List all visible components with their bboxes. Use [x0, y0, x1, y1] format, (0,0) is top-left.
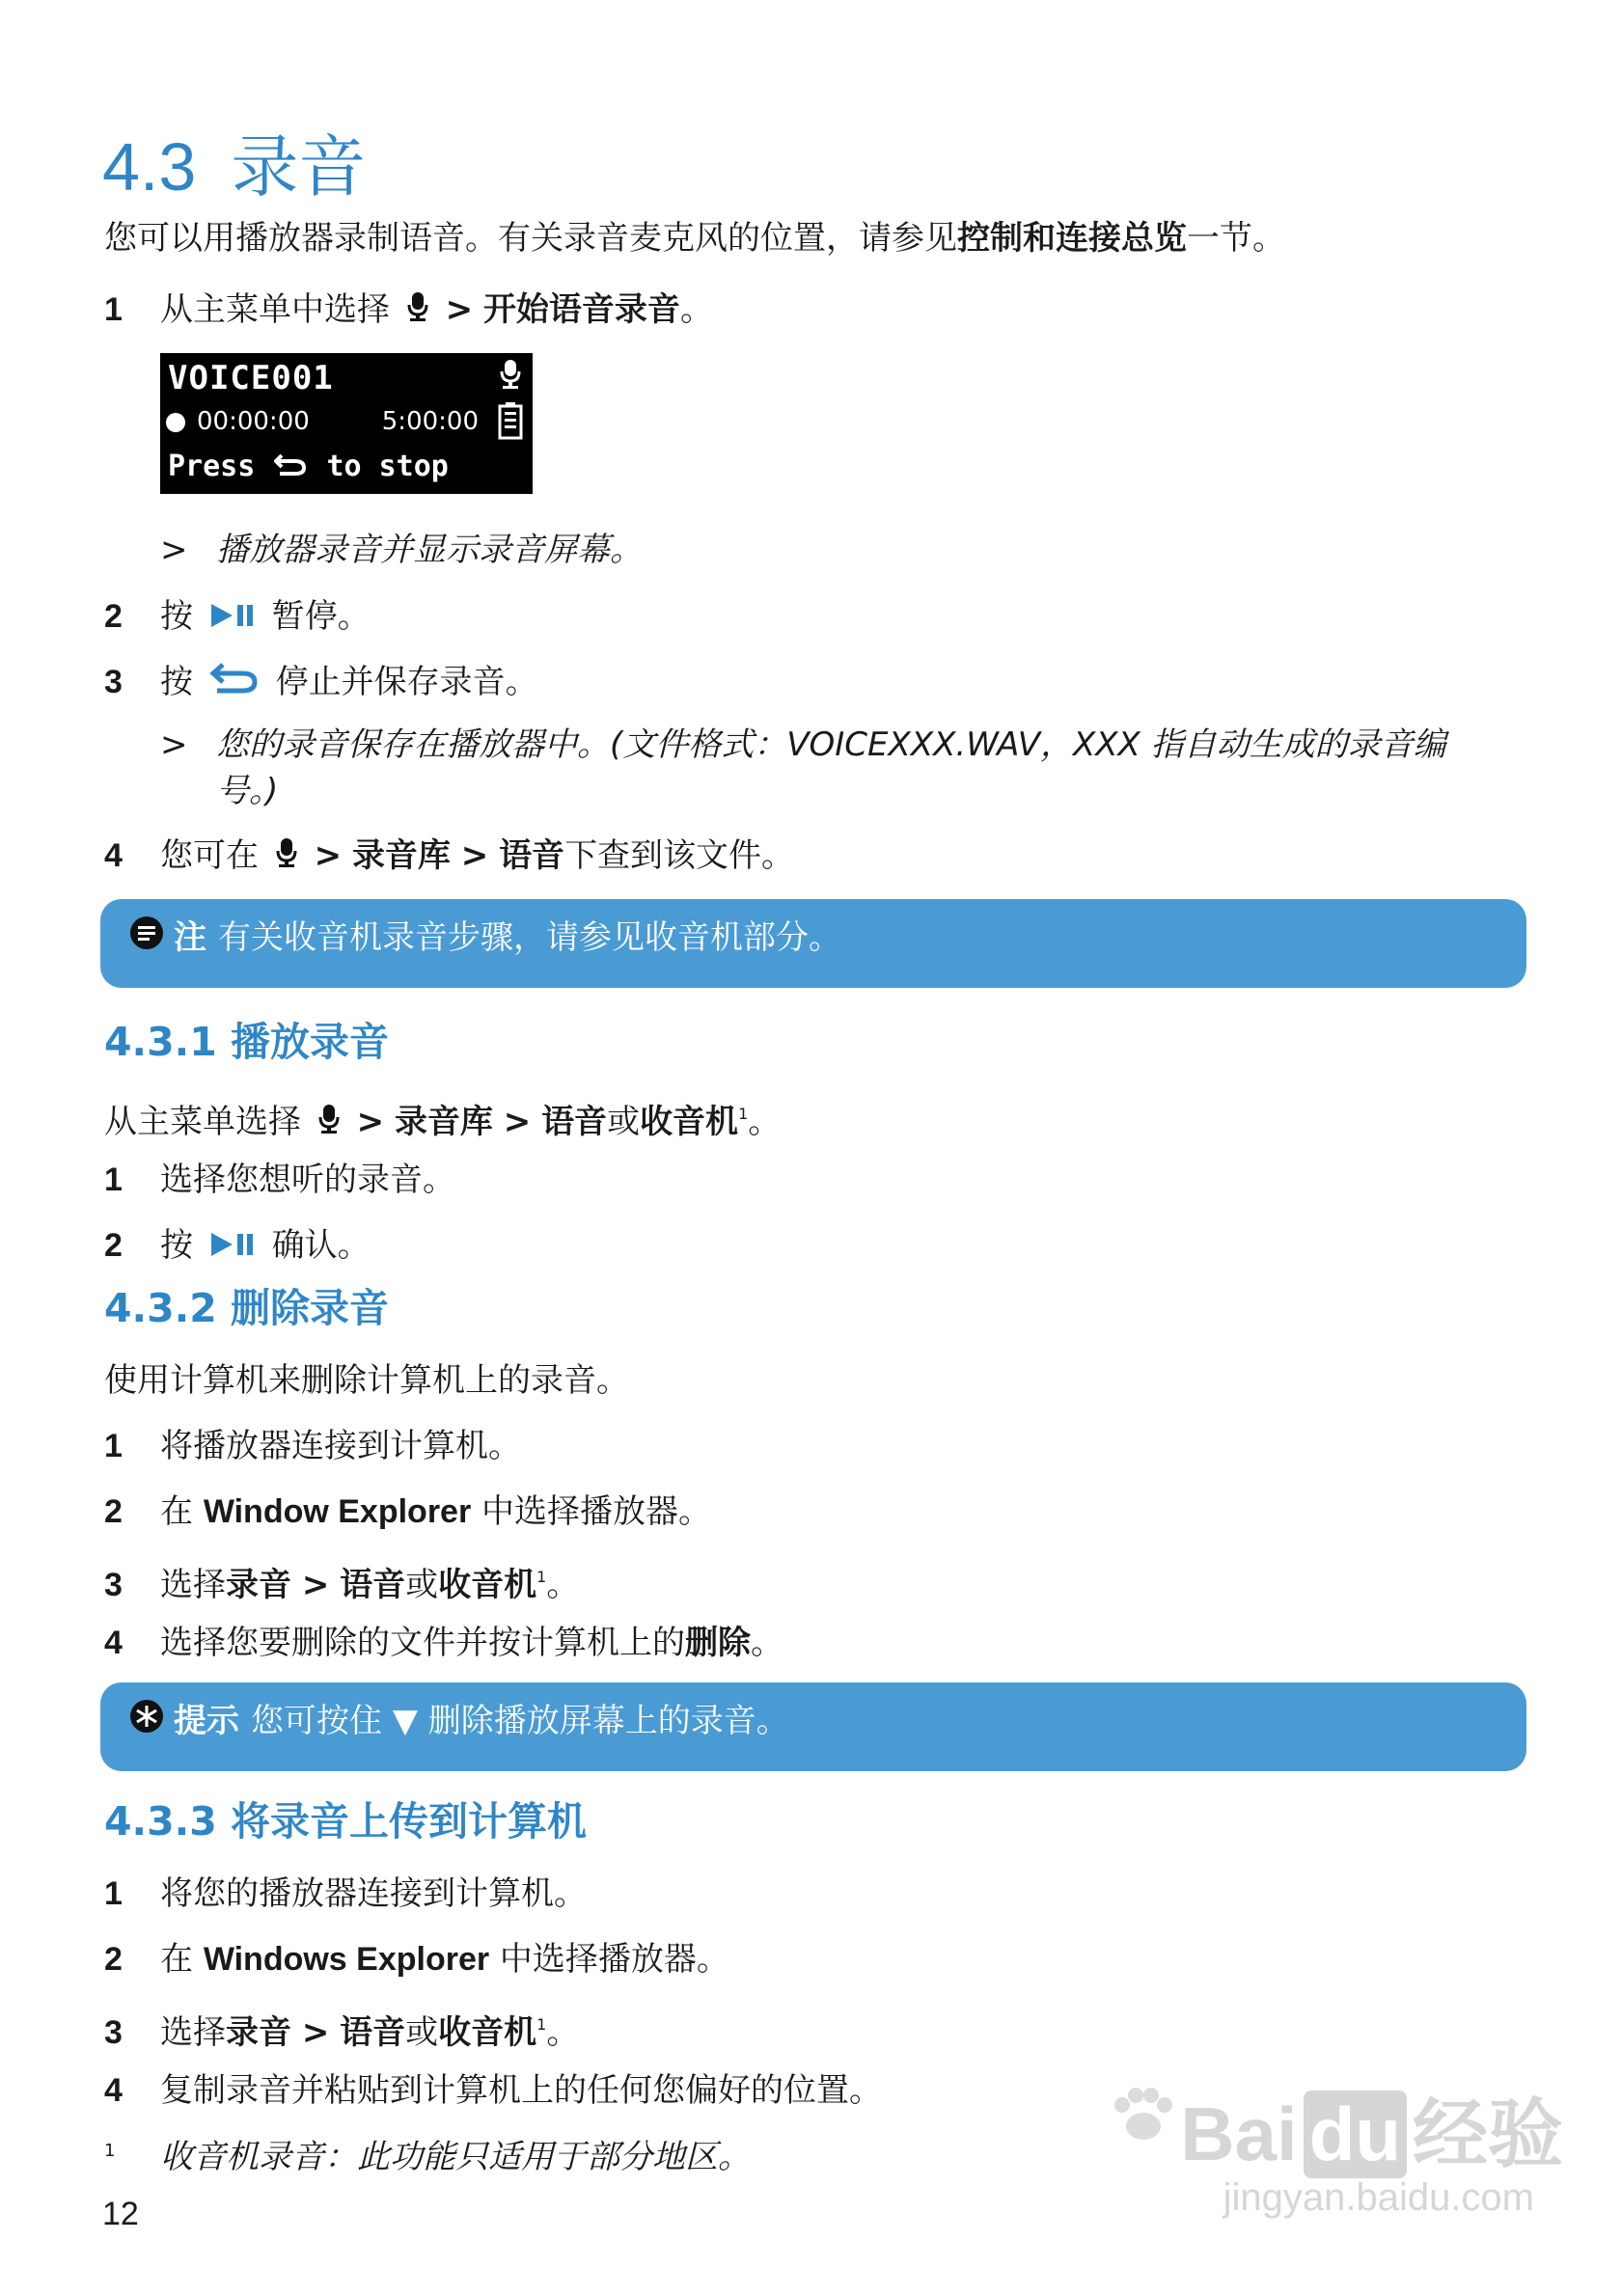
- result-marker: >: [160, 725, 188, 764]
- step-text: 按: [160, 1226, 193, 1265]
- sec431-step-1: [104, 1156, 455, 1204]
- result-text: 播放器录音并显示录音屏幕。: [216, 531, 643, 569]
- microphone-icon: [317, 1100, 341, 1148]
- to-stop-label: to stop: [326, 450, 449, 483]
- step-number: 3: [104, 1567, 123, 1603]
- screen-main-area: [160, 353, 484, 494]
- sec432-step-4: [104, 1619, 783, 1667]
- step-text-end: 确认。: [271, 1226, 371, 1265]
- step-text: 复制录音并粘贴到计算机上的任何您偏好的位置。: [160, 2071, 882, 2110]
- intro-link-text: 控制和连接总览: [957, 219, 1187, 258]
- tip-icon: [129, 1684, 164, 1762]
- down-arrow-icon: ▼: [392, 1702, 418, 1740]
- note-text: 有关收音机录音步骤，请参见收音机部分。: [218, 918, 841, 957]
- intro-text-end: 。: [748, 1103, 782, 1141]
- step-number: 4: [104, 1625, 123, 1661]
- microphone-icon: [275, 834, 298, 882]
- step-text: 在: [160, 1492, 193, 1531]
- step-text-end: 。: [679, 290, 713, 329]
- record-dot-icon: [166, 413, 185, 432]
- or-text: 或: [607, 1103, 641, 1141]
- total-time: 5:00:00: [381, 407, 479, 436]
- section-number: 4.3: [102, 129, 197, 205]
- step-number: 3: [104, 2014, 123, 2051]
- sec431-intro: [104, 1090, 781, 1148]
- sec433-step-1: [104, 1870, 587, 1918]
- step-text: 选择: [160, 1566, 226, 1604]
- paw-icon: [1109, 2074, 1176, 2162]
- section-heading: [102, 123, 366, 210]
- tip-callout: [100, 1682, 1526, 1771]
- step-number: 2: [104, 598, 123, 635]
- sec432-step-1: [104, 1422, 521, 1470]
- menu-path-voice: 语音: [541, 1103, 608, 1141]
- step-number: 1: [104, 291, 123, 328]
- back-arrow-icon: [274, 451, 307, 484]
- recording-times: [166, 407, 481, 436]
- delete-key-label: 删除: [685, 1624, 751, 1662]
- play-pause-icon: [209, 594, 256, 642]
- sec432-step-3: [104, 1553, 579, 1609]
- intro-text: 从主菜单选择: [104, 1103, 301, 1141]
- path-separator: >: [460, 836, 489, 875]
- press-to-stop: [168, 450, 449, 484]
- path-separator: >: [445, 290, 474, 329]
- microphone-icon: [406, 287, 429, 336]
- microphone-icon: [498, 359, 523, 394]
- step-text: 将您的播放器连接到计算机。: [160, 1874, 587, 1913]
- folder-voice: 语音: [340, 2013, 406, 2052]
- tip-label: 提示: [174, 1702, 239, 1740]
- watermark-url: jingyan.baidu.com: [1223, 2176, 1534, 2219]
- step-number: 4: [104, 837, 123, 874]
- footnote-mark: 1: [104, 2141, 116, 2161]
- result-text-line2: 号。): [216, 772, 279, 810]
- path-separator: >: [301, 1566, 330, 1604]
- menu-path-voice: 语音: [499, 836, 565, 875]
- screen-status-bar: [488, 353, 533, 494]
- menu-path-radio: 收音机: [640, 1103, 739, 1141]
- result-marker: >: [160, 531, 188, 569]
- folder-radio: 收音机: [438, 1566, 537, 1604]
- step-text: 在: [160, 1940, 193, 1979]
- windows-explorer-label: Windows Explorer: [203, 1941, 490, 1978]
- step-text: 选择您要删除的文件并按计算机上的: [160, 1624, 685, 1662]
- step-number: 2: [104, 1493, 123, 1530]
- window-explorer-label: Window Explorer: [203, 1493, 472, 1530]
- footnote-ref: 1: [536, 1568, 547, 1586]
- battery-icon: [498, 401, 523, 444]
- baidu-watermark-logo: [1109, 2074, 1563, 2182]
- step-number: 1: [104, 1875, 123, 1912]
- step-text: 选择您想听的录音。: [160, 1161, 455, 1199]
- step-text-end: 中选择播放器。: [499, 1940, 729, 1979]
- sec432-step-2: [104, 1488, 711, 1536]
- press-label: Press: [168, 450, 256, 483]
- path-separator: >: [301, 2013, 330, 2052]
- folder-recordings: 录音: [226, 1566, 291, 1604]
- sec432-intro: 使用计算机来删除计算机上的录音。: [104, 1361, 629, 1400]
- footnote-ref: 1: [536, 2015, 547, 2034]
- step-text: 从主菜单中选择: [160, 290, 390, 329]
- step-number: 2: [104, 1227, 123, 1264]
- watermark-du: du: [1304, 2091, 1407, 2178]
- or-text: 或: [405, 2013, 439, 2052]
- step-text-end: 。: [546, 1566, 580, 1604]
- step-text: 您可在: [160, 836, 259, 875]
- intro-paragraph: [104, 214, 1285, 262]
- step-3-result: [160, 722, 1446, 814]
- or-text: 或: [405, 1566, 439, 1604]
- elapsed-time: 00:00:00: [197, 407, 310, 436]
- sec433-step-4: [104, 2066, 882, 2115]
- result-text-line1: 您的录音保存在播放器中。(文件格式：VOICEXXX.WAV，XXX 指自动生成的录音编: [216, 725, 1446, 764]
- step-text-end: 。: [751, 1624, 783, 1662]
- step-1: [104, 286, 713, 336]
- step-number: 1: [104, 1162, 123, 1198]
- sec431-step-2: [104, 1221, 371, 1271]
- watermark-brand: Bai: [1180, 2091, 1298, 2176]
- step-number: 2: [104, 1941, 123, 1978]
- step-3: [104, 658, 538, 708]
- footnote-ref: 1: [738, 1105, 749, 1123]
- step-number: 4: [104, 2072, 123, 2109]
- step-text: 按: [160, 597, 193, 636]
- footnote: [104, 2128, 751, 2180]
- page-number: 12: [102, 2196, 139, 2232]
- subsection-heading-upload: 4.3.3 将录音上传到计算机: [104, 1798, 588, 1845]
- subsection-heading-play: 4.3.1 播放录音: [104, 1019, 390, 1065]
- step-number: 1: [104, 1428, 123, 1464]
- device-recording-screen: [160, 353, 533, 494]
- back-arrow-icon: [209, 660, 260, 708]
- sec433-step-2: [104, 1935, 729, 1983]
- recording-file-name: VOICE001: [168, 359, 334, 397]
- tip-text-end: 删除播放屏幕上的录音。: [427, 1702, 789, 1740]
- note-callout: [100, 899, 1526, 988]
- play-pause-icon: [209, 1223, 256, 1271]
- menu-path-start-voice-recording: 开始语音录音: [482, 290, 680, 329]
- step-text: 按: [160, 663, 193, 701]
- folder-radio: 收音机: [438, 2013, 537, 2052]
- path-separator: >: [503, 1103, 532, 1141]
- tip-text: 您可按住: [251, 1702, 382, 1740]
- step-text-end: 暂停。: [271, 597, 371, 636]
- note-label: 注: [174, 918, 206, 957]
- intro-text-end: 一节。: [1187, 219, 1285, 258]
- footnote-text: 收音机录音：此功能只适用于部分地区。: [160, 2138, 751, 2176]
- step-text-end: 。: [546, 2013, 580, 2052]
- section-title: 录音: [231, 127, 367, 206]
- step-2: [104, 592, 371, 642]
- intro-text: 您可以用播放器录制语音。有关录音麦克风的位置，请参见: [104, 219, 957, 258]
- folder-recordings: 录音: [226, 2013, 291, 2052]
- folder-voice: 语音: [340, 1566, 406, 1604]
- path-separator: >: [314, 836, 343, 875]
- menu-path-library: 录音库: [351, 836, 451, 875]
- step-text: 选择: [160, 2013, 226, 2052]
- step-1-result: [160, 527, 643, 573]
- step-4: [104, 832, 794, 882]
- note-icon: [129, 901, 164, 978]
- step-number: 3: [104, 664, 123, 700]
- subsection-heading-delete: 4.3.2 删除录音: [104, 1285, 390, 1331]
- path-separator: >: [356, 1103, 385, 1141]
- sec433-step-3: [104, 2001, 579, 2057]
- menu-path-library: 录音库: [394, 1103, 493, 1141]
- step-text-end: 停止并保存录音。: [275, 663, 538, 701]
- step-text-end: 下查到该文件。: [564, 836, 795, 875]
- step-text-end: 中选择播放器。: [481, 1492, 712, 1531]
- watermark-jingyan: 经验: [1412, 2091, 1563, 2176]
- step-text: 将播放器连接到计算机。: [160, 1427, 521, 1465]
